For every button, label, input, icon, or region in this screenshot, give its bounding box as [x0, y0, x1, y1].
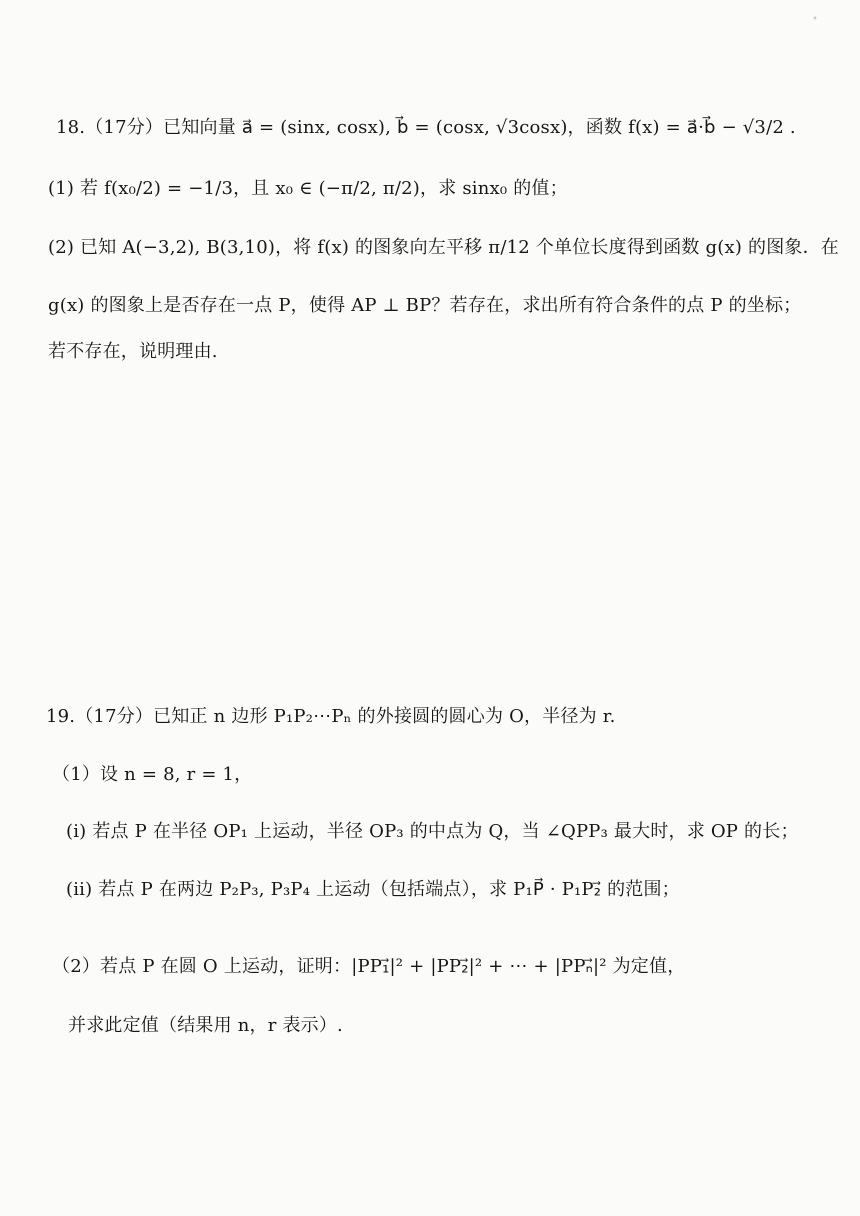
q18-part1: (1) 若 f(x₀/2) = −1/3，且 x₀ ∈ (−π/2, π/2)，求 sinx₀ 的值； — [48, 178, 568, 199]
q19-part2-line2: 并求此定值（结果用 n，r 表示）. — [68, 1015, 343, 1036]
q19-part1-ii: (ii) 若点 P 在两边 P₂P₃, P₃P₄ 上运动（包括端点），求 P₁P⃗ · P₁P₂⃗ 的范围； — [66, 879, 680, 900]
q19-stem: 19.（17分）已知正 n 边形 P₁P₂⋯Pₙ 的外接圆的圆心为 O，半径为 r. — [46, 706, 616, 727]
corner-mark: • — [812, 14, 818, 25]
q19-part2-line1: （2）若点 P 在圆 O 上运动，证明：|PP₁⃗|² + |PP₂⃗|² + ⋯ + |PPₙ⃗|² 为定值， — [52, 956, 686, 977]
q19-part1-i: (i) 若点 P 在半径 OP₁ 上运动，半径 OP₃ 的中点为 Q，当 ∠QPP₃ 最大时，求 OP 的长； — [66, 821, 799, 842]
q18-part2-line3: 若不存在，说明理由. — [48, 341, 218, 362]
q18-part2-line2: g(x) 的图象上是否存在一点 P，使得 AP ⊥ BP？若存在，求出所有符合条件的点 P 的坐标； — [48, 295, 802, 316]
q18-part2-line1: (2) 已知 A(−3,2), B(3,10)，将 f(x) 的图象向左平移 π/12 个单位长度得到函数 g(x) 的图象．在 — [48, 237, 839, 258]
q19-part1: （1）设 n = 8, r = 1， — [52, 764, 253, 785]
q18-stem: 18.（17分）已知向量 a⃗ = (sinx, cosx), b⃗ = (cosx, √3cosx)，函数 f(x) = a⃗·b⃗ − √3/2 . — [56, 117, 796, 138]
